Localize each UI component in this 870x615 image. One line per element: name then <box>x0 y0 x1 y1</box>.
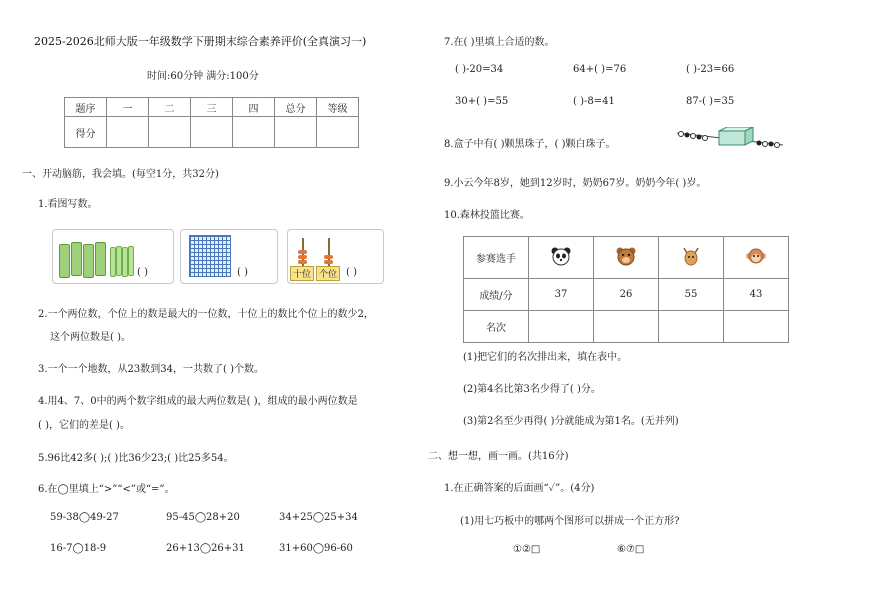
race-row-label: 名次 <box>464 311 529 343</box>
q6-item: 95-45◯28+20 <box>166 512 240 523</box>
score-header-3: 三 <box>191 98 233 117</box>
q1-blank[interactable]: ( ) <box>346 267 357 278</box>
q3-text: 3.一个一个地数，从23数到34，一共数了( )个数。 <box>38 364 264 375</box>
score-cell[interactable] <box>275 117 317 148</box>
score-cell[interactable] <box>149 117 191 148</box>
q7-item: 30+( )=55 <box>455 96 509 107</box>
s2-option-a[interactable]: ①②□ <box>513 544 541 555</box>
q6-item: 34+25◯25+34 <box>279 512 358 523</box>
q10-text: 10.森林投篮比赛。 <box>444 210 530 221</box>
ones-label: 个位 <box>316 266 340 281</box>
q7-item: ( )-20=34 <box>455 64 504 75</box>
s2-q1-text: 1.在正确答案的后面画“✓”。(4分) <box>444 483 595 494</box>
stick-bundle <box>71 242 82 276</box>
doc-title: 2025-2026北师大版一年级数学下册期末综合素养评价(全真演习一) <box>34 35 367 48</box>
race-score: 26 <box>594 279 659 311</box>
q10-2-text: (2)第4名比第3名少得了( )分。 <box>463 384 601 395</box>
q1-grid-box <box>180 229 278 284</box>
score-header-4: 四 <box>233 98 275 117</box>
race-row-label: 参赛选手 <box>464 237 529 279</box>
q7-text: 7.在( )里填上合适的数。 <box>444 37 555 48</box>
score-header-2: 二 <box>149 98 191 117</box>
rank-cell[interactable] <box>529 311 594 343</box>
race-row-label: 成绩/分 <box>464 279 529 311</box>
q6-text: 6.在◯里填上“>”“<”或“=”。 <box>38 484 175 495</box>
abacus-bead <box>298 250 307 254</box>
race-score: 43 <box>724 279 789 311</box>
q1-text: 1.看图写数。 <box>38 199 98 210</box>
bead-string-illustration <box>675 127 785 151</box>
bead-string-svg <box>675 127 785 151</box>
score-cell[interactable] <box>107 117 149 148</box>
stick-bundle <box>59 244 70 278</box>
section1-title: 一、开动脑筋，我会填。(每空1分，共32分) <box>22 169 219 180</box>
q7-item: ( )-8=41 <box>573 96 615 107</box>
q2-line1: 2.一个两位数，个位上的数是最大的一位数，十位上的数比个位上的数少2， <box>38 309 374 320</box>
rank-cell[interactable] <box>659 311 724 343</box>
monkey-icon <box>745 246 767 266</box>
q2-line2: 这个两位数是( )。 <box>50 332 131 343</box>
score-table <box>64 97 359 148</box>
score-header-6: 等级 <box>317 98 359 117</box>
race-score: 55 <box>659 279 724 311</box>
stick-bundle <box>83 244 94 278</box>
tens-label: 十位 <box>290 266 314 281</box>
section2-title: 二、想一想，画一画。(共16分) <box>428 451 569 462</box>
q9-text: 9.小云今年8岁，她到12岁时，奶奶67岁。奶奶今年( )岁。 <box>444 178 707 189</box>
q1-abacus-box <box>287 229 384 284</box>
race-table <box>463 236 789 343</box>
q10-1-text: (1)把它们的名次排出来，填在表中。 <box>463 352 628 363</box>
single-stick <box>128 246 134 276</box>
player-deer <box>659 237 724 279</box>
panda-icon <box>550 246 572 266</box>
score-cell[interactable] <box>191 117 233 148</box>
bear-icon <box>615 246 637 266</box>
score-cell[interactable] <box>317 117 359 148</box>
score-header-1: 一 <box>107 98 149 117</box>
abacus-bead <box>298 260 307 264</box>
q6-item: 16-7◯18-9 <box>50 543 107 554</box>
q8-text: 8.盒子中有( )颗黑珠子，( )颗白珠子。 <box>444 139 616 150</box>
s2-option-b[interactable]: ⑥⑦□ <box>617 544 645 555</box>
rank-cell[interactable] <box>724 311 789 343</box>
time-info: 时间:60分钟 满分:100分 <box>147 71 259 82</box>
q1-sticks-box <box>52 229 174 284</box>
race-score: 37 <box>529 279 594 311</box>
abacus-bead <box>298 255 307 259</box>
deer-icon <box>680 246 702 266</box>
q5-text: 5.96比42多( );( )比36少23;( )比25多54。 <box>38 453 234 464</box>
q10-3-text: (3)第2名至少再得( )分就能成为第1名。(无并列) <box>463 416 679 427</box>
player-bear <box>594 237 659 279</box>
score-header-5: 总分 <box>275 98 317 117</box>
q6-item: 31+60◯96-60 <box>279 543 353 554</box>
q1-blank[interactable]: ( ) <box>237 267 248 278</box>
abacus-bead <box>324 255 333 259</box>
q6-item: 59-38◯49-27 <box>50 512 119 523</box>
player-panda <box>529 237 594 279</box>
rank-cell[interactable] <box>594 311 659 343</box>
q4-line2: ( )，它们的差是( )。 <box>38 420 130 431</box>
q4-line1: 4.用4、7、0中的两个数字组成的最大两位数是( )，组成的最小两位数是 <box>38 396 358 407</box>
score-row-label: 得分 <box>65 117 107 148</box>
player-monkey <box>724 237 789 279</box>
score-header-0: 题序 <box>65 98 107 117</box>
score-cell[interactable] <box>233 117 275 148</box>
stick-bundle <box>95 242 106 276</box>
q7-item: ( )-23=66 <box>686 64 735 75</box>
q1-blank[interactable]: ( ) <box>137 267 148 278</box>
abacus-bead <box>324 260 333 264</box>
q7-item: 87-( )=35 <box>686 96 735 107</box>
s2-q1-1-text: (1)用七巧板中的哪两个图形可以拼成一个正方形? <box>460 516 680 527</box>
q6-item: 26+13◯26+31 <box>166 543 245 554</box>
q7-item: 64+( )=76 <box>573 64 627 75</box>
hundred-grid <box>189 235 231 277</box>
